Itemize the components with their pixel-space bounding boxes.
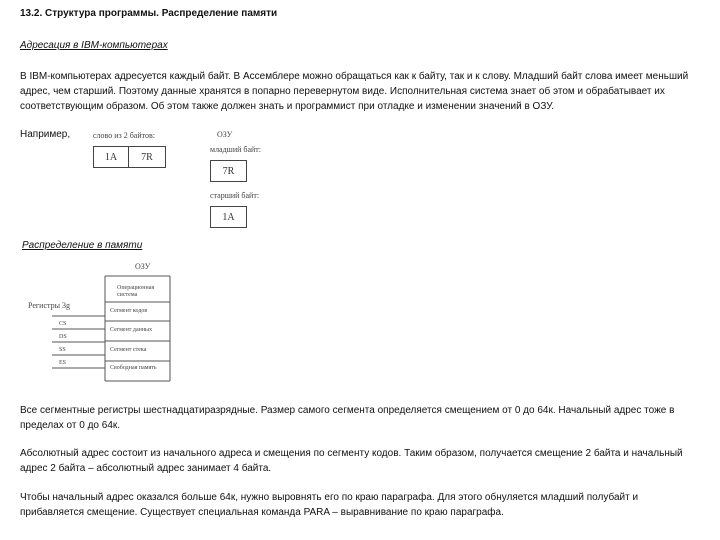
ram-low-byte-cell: 7R: [210, 160, 247, 182]
ram-caption-1: ОЗУ: [217, 130, 233, 139]
low-byte-caption: младший байт:: [210, 145, 262, 154]
memory-block-stack: Сегмент стека: [110, 347, 147, 353]
memory-block-code: Сегмент кодов: [110, 308, 148, 314]
heading-distribution: Распределение в памяти: [22, 240, 143, 251]
word-low-byte: 7R: [128, 146, 166, 168]
word-high-byte: 1A: [93, 146, 129, 168]
ram-high-byte-cell: 1A: [210, 206, 247, 228]
registers-caption: Регистры 3g: [28, 301, 70, 310]
memory-block-data: Сегмент данных: [110, 327, 153, 333]
word-caption: слово из 2 байтов:: [93, 131, 155, 140]
heading-addressing: Адресация в IBM-компьютерах: [20, 40, 168, 51]
register-ds: DS: [59, 334, 67, 340]
paragraph-addressing: В IBM-компьютерах адресуется каждый байт. В Ассемблере можно обращаться как к байту, так и к слову. Младший байт слова имеет меньший адрес, чем старший. Поэтому данные хранятся в попарно перевернутом виде. Исполнительная система знает об этом и обрабатывает их соответствующим образом. Об этом также должен знать и программист при отладке и изменении значений в ОЗУ.: [20, 71, 689, 112]
paragraph-absolute-address: Абсолютный адрес состоит из начального адреса и смещения по сегменту кодов. Таким образом, получается смещение 2 байта и начальный адрес 2 байта – абсолютный адрес занимает 4 байта.: [20, 448, 683, 474]
memory-block-os: Операционная система: [117, 285, 155, 298]
high-byte-caption: старший байт:: [210, 191, 260, 200]
register-cs: CS: [59, 321, 67, 327]
paragraph-segments: Все сегментные регистры шестнадцатиразрядные. Размер самого сегмента определяется смещением от 0 до 64к. Начальный адрес тоже в пределах от 0 до 64к.: [20, 405, 675, 431]
page-title: 13.2. Структура программы. Распределение памяти: [20, 8, 278, 19]
example-label: Например,: [20, 129, 71, 140]
register-es: ES: [59, 360, 67, 366]
paragraph-alignment: Чтобы начальный адрес оказался больше 64к, нужно выровнять его по краю параграфа. Для этого обнуляется младший полубайт и прибавляется смещение. Существует специальная команда PARA – выравнивание по краю параграфа.: [20, 492, 639, 518]
register-ss: SS: [59, 347, 66, 353]
memory-block-free: Свободная память: [110, 365, 157, 371]
ram-caption-2: ОЗУ: [135, 262, 151, 271]
